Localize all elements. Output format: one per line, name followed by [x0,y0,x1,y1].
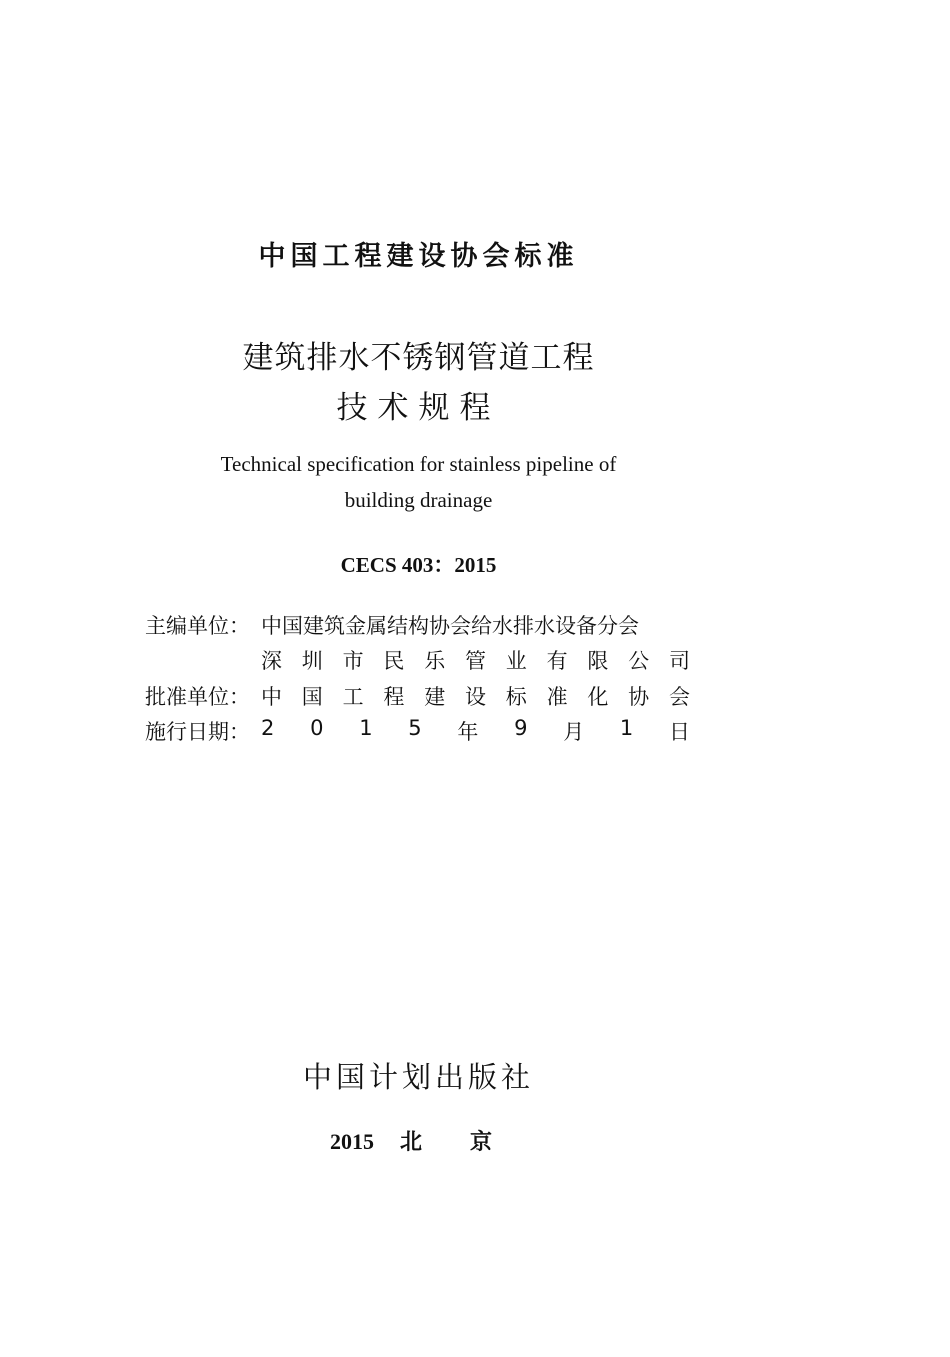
spread-char: 司 [668,649,690,673]
title-cn-line-1: 建筑排水不锈钢管道工程 [242,340,595,376]
spread-char: 业 [505,649,527,673]
spread-char: 国 [301,685,323,709]
spread-char: 设 [464,685,486,709]
standard-series: 中国工程建设协会标准 [258,241,579,272]
publication-place [330,1125,540,1156]
spread-char: 圳 [301,649,323,673]
spread-char: 会 [668,685,690,709]
spread-char: 准 [546,685,568,709]
date-value [261,716,690,746]
publication-year: 2015 [330,1129,374,1154]
spread-char: 工 [342,685,364,709]
spread-char: 市 [342,649,364,673]
publication-city: 北京 [400,1130,541,1155]
date-label: 施行日期： [145,720,250,744]
spread-char: 0 [310,716,324,740]
title-en-line-2: building drainage [344,488,493,512]
title-cn-line-2: 技术规程 [336,390,501,426]
spread-char: 公 [628,649,650,673]
spread-char: 有 [546,649,568,673]
spread-char: 化 [587,685,609,709]
editor-row-2 [145,644,690,676]
spread-char: 程 [383,685,405,709]
editor-value-1: 中国建筑金属结构协会给水排水设备分会 [261,614,639,638]
spread-char: 协 [628,685,650,709]
spread-char: 标 [505,685,527,709]
spread-char: 1 [359,716,373,740]
standard-code: CECS 403：2015 [340,553,497,577]
editor-value-2 [261,645,690,675]
approver-label: 批准单位： [145,685,250,709]
spread-char: 建 [424,685,446,709]
spread-char: 年 [457,720,479,744]
spread-char: 9 [514,716,528,740]
spread-char: 管 [464,649,486,673]
title-en-line-1: Technical specification for stainless pipeline of [220,452,617,476]
spread-char: 日 [669,720,690,744]
spread-char: 中 [261,685,282,709]
spread-char: 乐 [424,649,446,673]
approver-row [145,680,690,712]
spread-char: 1 [619,716,634,740]
spread-char: 深 [261,649,282,673]
spread-char: 月 [563,720,585,744]
date-row [145,715,690,747]
approver-value [261,681,690,711]
editor-label: 主编单位： [145,614,250,638]
spread-char: 2 [261,716,275,740]
spread-char: 5 [408,716,422,740]
spread-char: 限 [587,649,609,673]
publisher: 中国计划出版社 [302,1060,534,1094]
editor-row [145,609,690,641]
spread-char: 民 [383,649,405,673]
